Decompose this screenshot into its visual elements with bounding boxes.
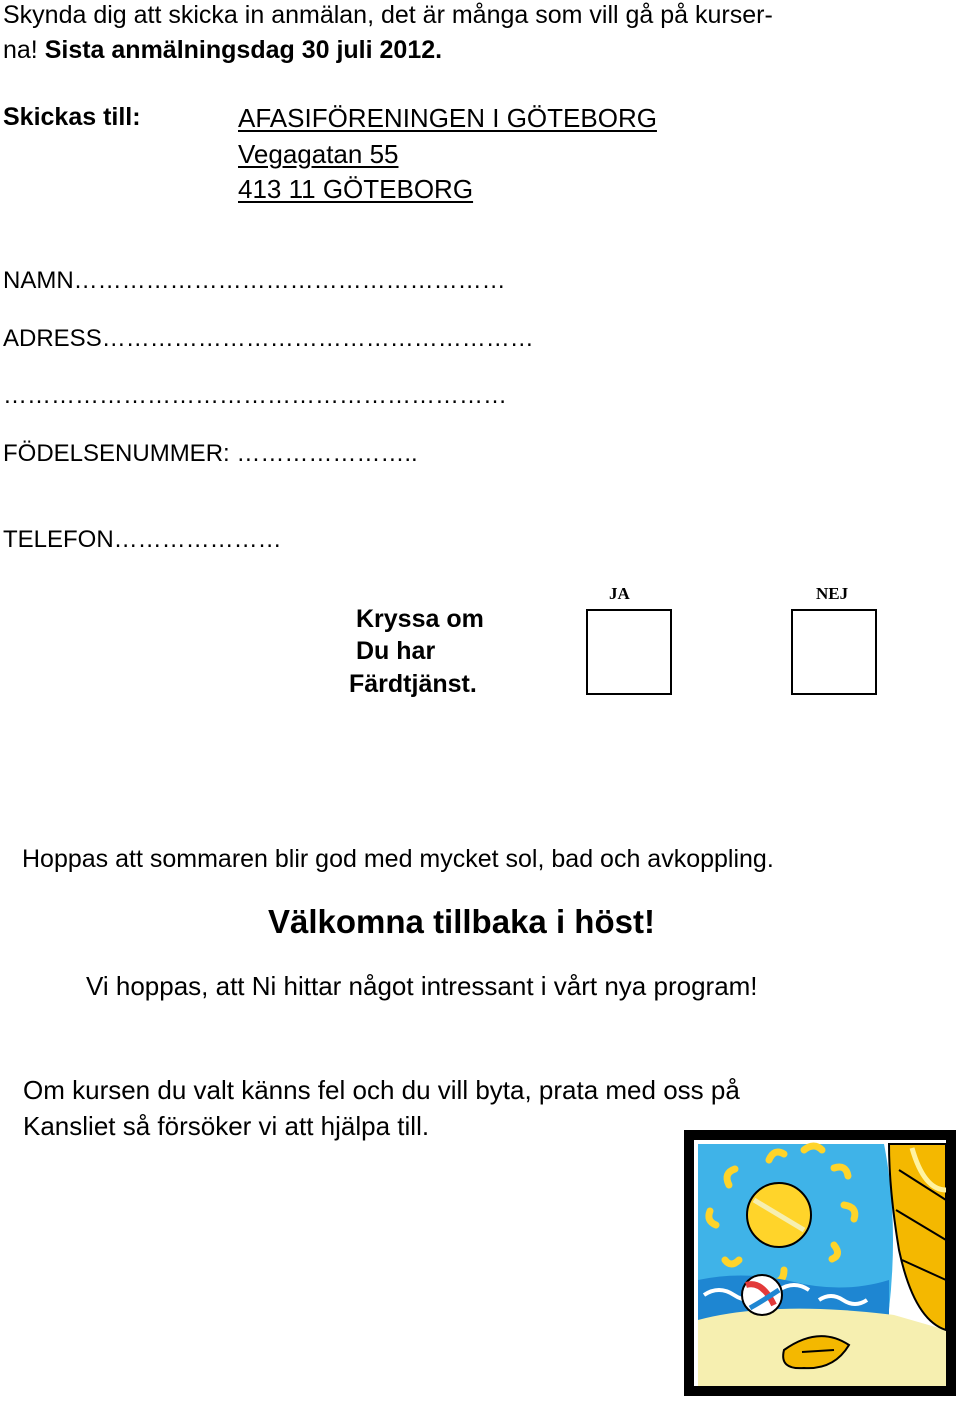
- phone-field[interactable]: TELEFON…………………: [3, 526, 282, 553]
- intro-line-2-plain: na!: [3, 36, 45, 64]
- fardtjanst-line-3: Färdtjänst.: [349, 670, 477, 698]
- beach-clipart: [684, 1130, 956, 1396]
- change-course-line-2: Kansliet så försöker vi att hjälpa till.: [23, 1111, 430, 1141]
- intro-line-1: Skynda dig att skicka in anmälan, det är många som vill gå på kurser-: [3, 1, 773, 29]
- fardtjanst-line-2: Du har: [356, 637, 436, 665]
- send-to-label: Skickas till:: [3, 103, 141, 131]
- name-field[interactable]: NAMN………………………………………………: [3, 267, 506, 294]
- address-line-2: Vegagatan 55: [238, 139, 399, 169]
- beach-illustration: [684, 1130, 956, 1396]
- address-line-1: AFASIFÖRENINGEN I GÖTEBORG: [238, 103, 657, 133]
- no-label: NEJ: [816, 584, 849, 603]
- yes-label: JA: [609, 584, 630, 603]
- deadline-text: Sista anmälningsdag 30 juli 2012.: [44, 36, 443, 64]
- fardtjanst-line-1: Kryssa om: [356, 605, 484, 633]
- yes-checkbox[interactable]: [586, 609, 672, 695]
- address-line-3: 413 11 GÖTEBORG: [238, 174, 474, 204]
- intro-line-2: [3, 38, 442, 63]
- birth-number-field[interactable]: FÖDELSENUMMER: …………………..: [3, 440, 418, 467]
- summer-greeting: Hoppas att sommaren blir god med mycket sol, bad och avkoppling.: [22, 845, 774, 873]
- address-field[interactable]: ADRESS………………………………………………: [3, 325, 534, 352]
- change-course-line-1: Om kursen du valt känns fel och du vill byta, prata med oss på: [23, 1075, 740, 1105]
- welcome-heading: Välkomna tillbaka i höst!: [268, 903, 655, 940]
- program-note: Vi hoppas, att Ni hittar något intressant i vårt nya program!: [86, 971, 758, 1001]
- address-field-continued[interactable]: ………………………………………………………: [3, 382, 507, 409]
- no-checkbox[interactable]: [791, 609, 877, 695]
